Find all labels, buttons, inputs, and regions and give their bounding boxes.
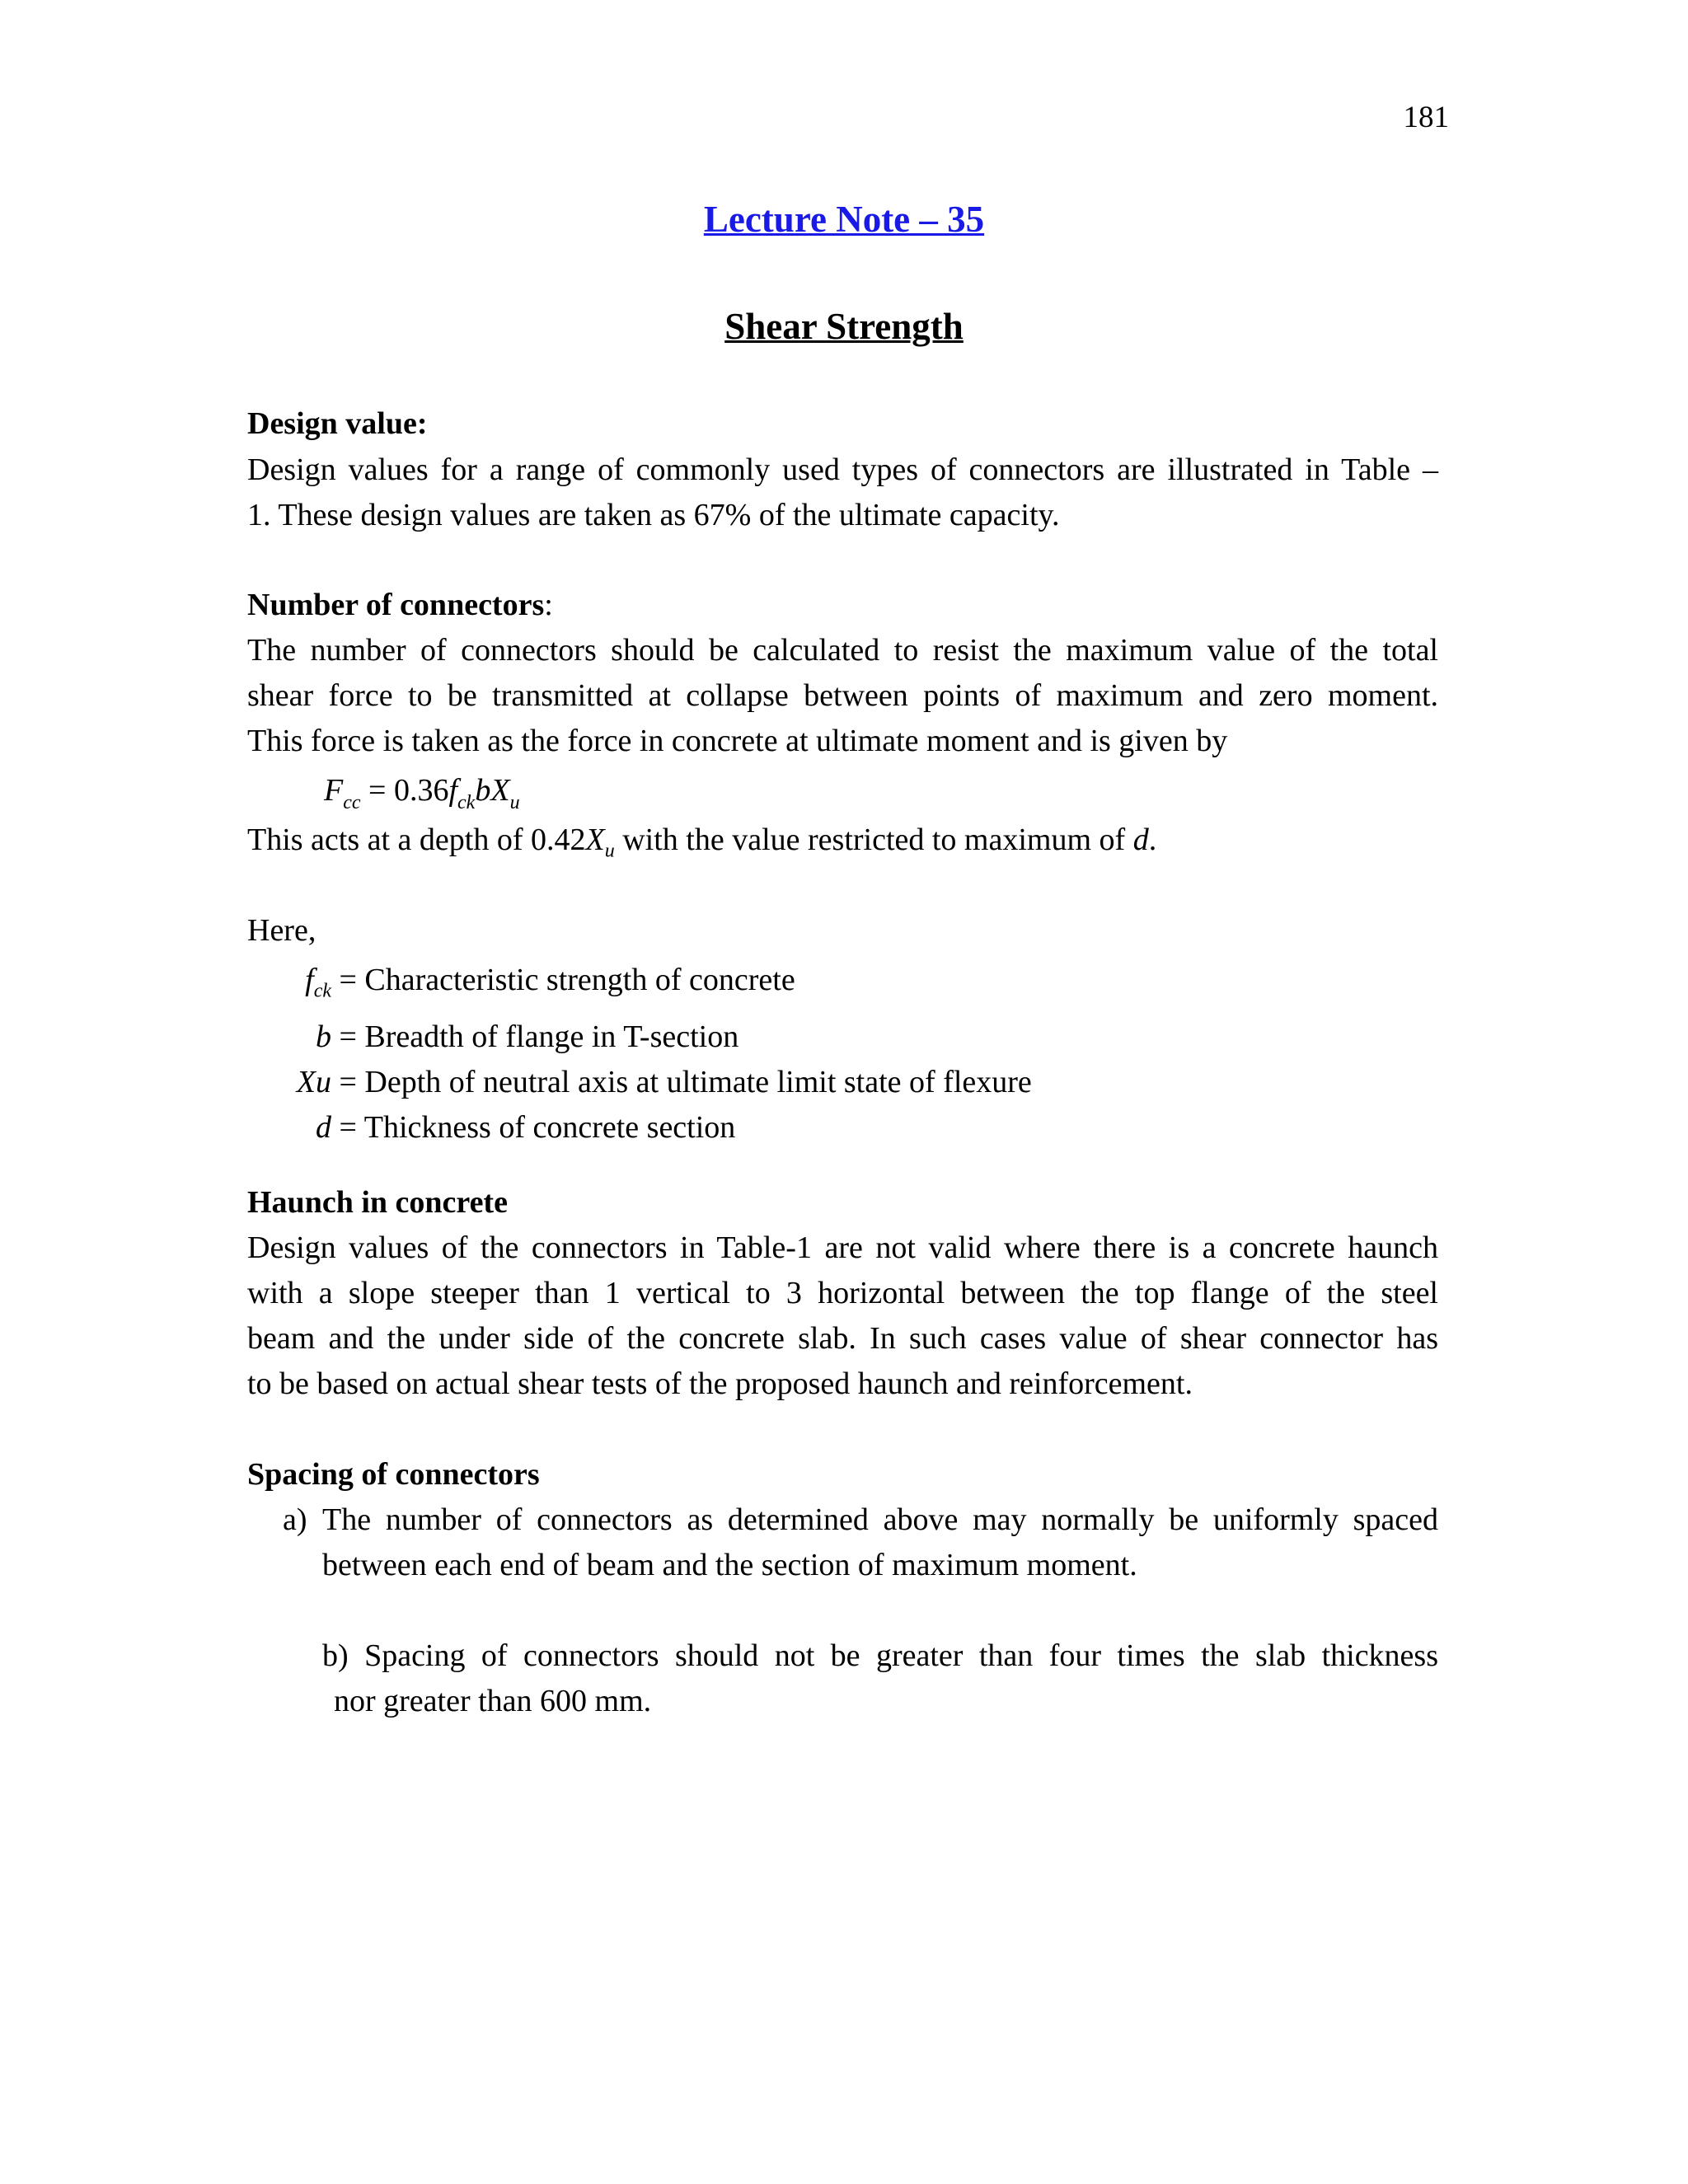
list-line: The number of connectors as determined above may normally be uniformly spaced bbox=[322, 1502, 1438, 1537]
paragraph-line: 1. These design values are taken as 67% of the ultimate capacity. bbox=[247, 498, 1060, 532]
paragraph-line: Design values for a range of commonly used types of connectors are illustrated in Table – bbox=[247, 452, 1438, 487]
depth-variable: X bbox=[585, 823, 605, 857]
list-line: nor greater than 600 mm. bbox=[334, 1684, 652, 1718]
page-number: 181 bbox=[1403, 101, 1449, 134]
definition-symbol: $f_{ck}$ bbox=[305, 963, 331, 1002]
design-value-heading: Design value: bbox=[247, 406, 428, 441]
spacing-item-a bbox=[322, 1497, 1438, 1588]
depth-end: . bbox=[1148, 823, 1157, 857]
section-title: Shear Strength bbox=[724, 306, 964, 347]
definition-item bbox=[282, 1060, 1032, 1105]
definition-item bbox=[282, 1105, 1032, 1151]
formula-f: f bbox=[448, 773, 458, 808]
paragraph-line: Design values of the connectors in Table-1 are not valid where there is a concrete haunch bbox=[247, 1230, 1438, 1265]
paragraph-line: with a slope steeper than 1 vertical to 3 horizontal between the top flange of the steel bbox=[247, 1276, 1438, 1310]
definition-text: = Depth of neutral axis at ultimate limit state of flexure bbox=[331, 1064, 1032, 1099]
spacing-item-b bbox=[322, 1633, 1438, 1724]
definition-text: = Thickness of concrete section bbox=[331, 1109, 736, 1145]
paragraph-line: The number of connectors should be calculated to resist the maximum value of the total bbox=[247, 633, 1438, 668]
heading-text: Number of connectors bbox=[247, 588, 545, 622]
definitions-list bbox=[282, 958, 1032, 1151]
paragraph-line: beam and the under side of the concrete slab. In such cases value of shear connector has bbox=[247, 1321, 1438, 1356]
definition-item bbox=[282, 1015, 1032, 1060]
haunch-heading: Haunch in concrete bbox=[247, 1185, 508, 1220]
formula-x-sub: u bbox=[509, 792, 520, 813]
number-of-connectors-paragraph bbox=[247, 628, 1438, 764]
definitions-intro: Here, bbox=[247, 913, 316, 948]
definition-text: = Characteristic strength of concrete bbox=[331, 963, 795, 997]
depth-suffix: with the value restricted to maximum of bbox=[614, 823, 1133, 857]
depth-statement bbox=[247, 822, 1156, 863]
formula-f-sub: ck bbox=[457, 792, 476, 813]
formula-bx: bX bbox=[475, 773, 510, 808]
list-line: between each end of beam and the section of maximum moment. bbox=[322, 1548, 1137, 1582]
spacing-heading: Spacing of connectors bbox=[247, 1457, 540, 1492]
depth-prefix: This acts at a depth of 0.42 bbox=[247, 823, 586, 857]
design-value-paragraph bbox=[247, 448, 1438, 538]
depth-variable-sub: u bbox=[604, 840, 615, 862]
definition-symbol: Xu bbox=[296, 1064, 331, 1099]
force-formula bbox=[324, 772, 520, 814]
definition-text: = Breadth of flange in T-section bbox=[331, 1019, 739, 1054]
list-marker-a: a) bbox=[283, 1502, 307, 1537]
definition-symbol: d bbox=[316, 1109, 331, 1145]
definition-symbol: b bbox=[316, 1019, 331, 1054]
formula-lhs: F bbox=[324, 773, 344, 808]
heading-colon: : bbox=[544, 588, 553, 622]
number-of-connectors-heading bbox=[247, 587, 553, 623]
list-line: b) Spacing of connectors should not be greater than four times the slab thickness bbox=[322, 1638, 1438, 1673]
depth-d: d bbox=[1132, 823, 1149, 857]
paragraph-line: This force is taken as the force in concrete at ultimate moment and is given by bbox=[247, 724, 1228, 758]
paragraph-line: shear force to be transmitted at collapse between points of maximum and zero moment. bbox=[247, 678, 1438, 713]
paragraph-line: to be based on actual shear tests of the proposed haunch and reinforcement. bbox=[247, 1366, 1193, 1401]
lecture-title[interactable]: Lecture Note – 35 bbox=[703, 199, 985, 240]
formula-lhs-sub: cc bbox=[343, 792, 361, 813]
definition-item bbox=[282, 958, 1032, 1015]
haunch-paragraph bbox=[247, 1226, 1438, 1407]
formula-coefficient: = 0.36 bbox=[360, 773, 449, 808]
